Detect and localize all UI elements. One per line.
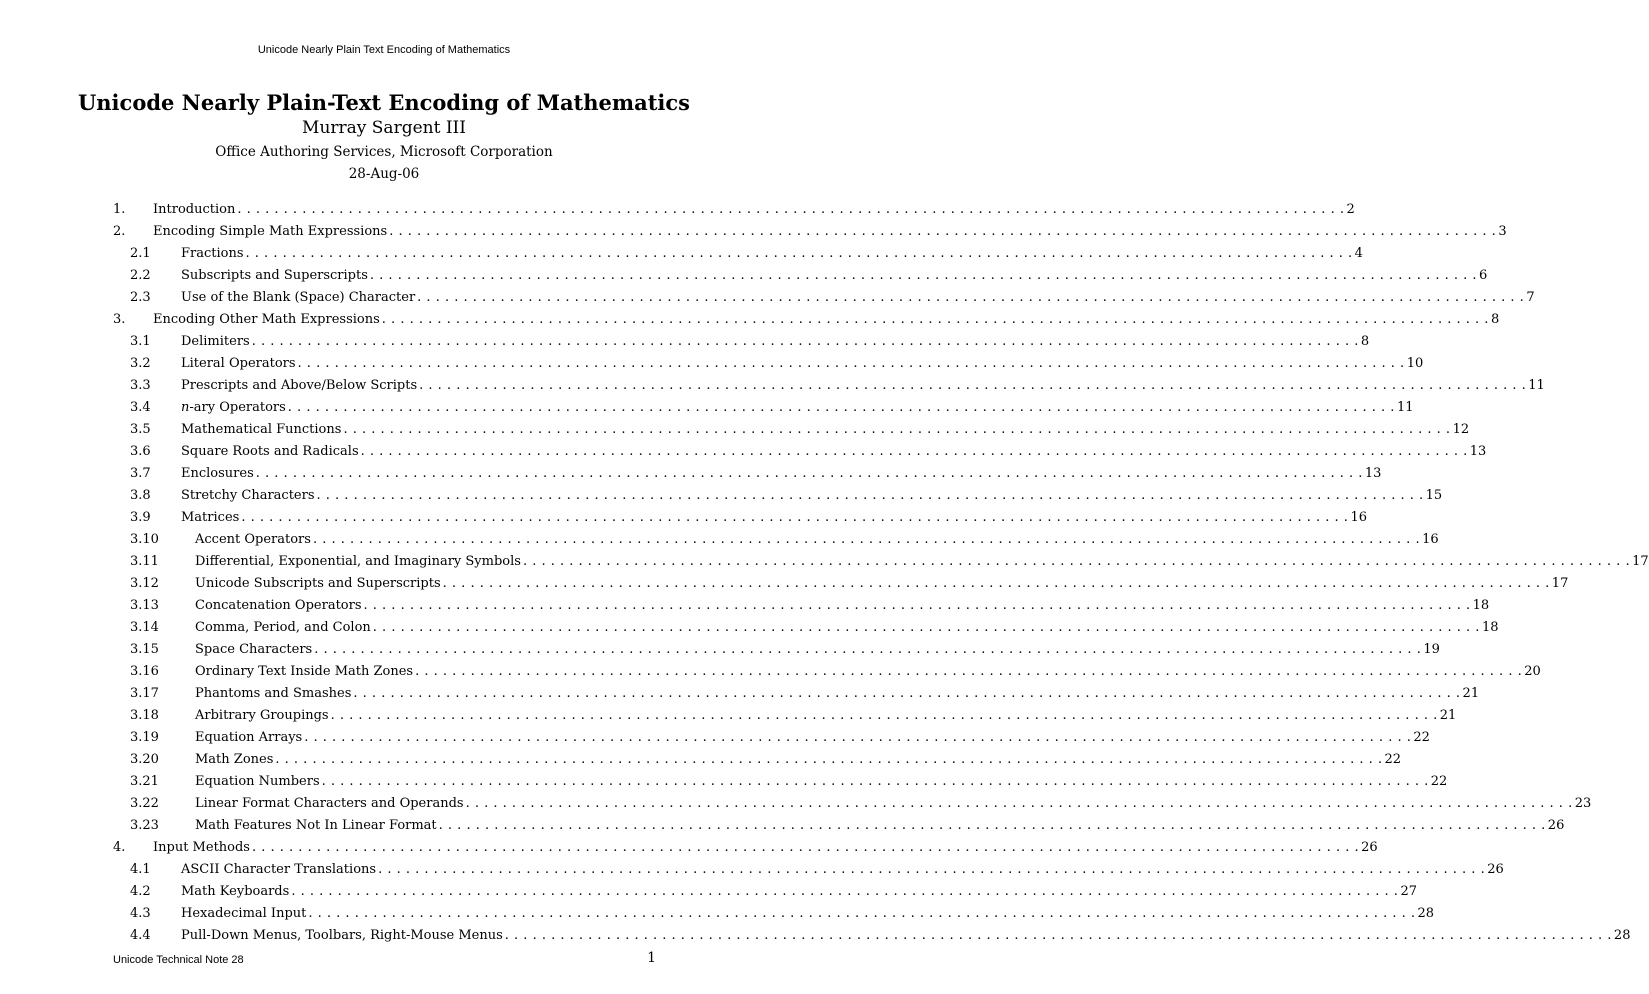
- toc-entry[interactable]: [0, 773, 1448, 795]
- toc-entry-label: Use of the Blank (Space) Character: [181, 290, 416, 305]
- toc-entry[interactable]: [0, 245, 1363, 267]
- toc-entry-page: 28: [1613, 928, 1631, 943]
- toc-dot-leader: . . . . . . . . . . . . . . . . . . . . . . . . . . . . . . . . . . . . . . . . . . . . . . . . . . . . . . . . . . . . . . . . . . . . . . . . . . . . . . . . . . . . . . . . . . . . . . . . . . . . . . . . . . . . . . . . . . . . . . . .: [372, 620, 1480, 635]
- toc-entry-number: 1.: [113, 202, 126, 217]
- toc-entry[interactable]: [0, 729, 1430, 751]
- toc-dot-leader: . . . . . . . . . . . . . . . . . . . . . . . . . . . . . . . . . . . . . . . . . . . . . . . . . . . . . . . . . . . . . . . . . . . . . . . . . . . . . . . . . . . . . . . . . . . . . . . . . . . . . . . . . . . . . . . . . . . . . . . .: [381, 312, 1489, 327]
- toc-entry-number: 3.14: [130, 620, 159, 635]
- toc-entry[interactable]: [0, 201, 1355, 223]
- toc-entry-number: 3.22: [130, 796, 159, 811]
- toc-entry[interactable]: [0, 531, 1439, 553]
- toc-entry[interactable]: [0, 575, 1569, 597]
- toc-entry-number: 3.13: [130, 598, 159, 613]
- toc-dot-leader: . . . . . . . . . . . . . . . . . . . . . . . . . . . . . . . . . . . . . . . . . . . . . . . . . . . . . . . . . . . . . . . . . . . . . . . . . . . . . . . . . . . . . . . . . . . . . . . . . . . . . . . . . . . . . . . . . . . . . . . .: [314, 642, 1422, 657]
- toc-entry-label: Square Roots and Radicals: [181, 444, 359, 459]
- toc-entry-number: 2.2: [130, 268, 151, 283]
- toc-entry-label: Concatenation Operators: [195, 598, 362, 613]
- toc-entry-number: 3.16: [130, 664, 159, 679]
- toc-entry-page: 23: [1574, 796, 1592, 811]
- toc-entry-number: 2.3: [130, 290, 151, 305]
- toc-entry-label: Introduction: [153, 202, 236, 217]
- toc-entry-page: 22: [1384, 752, 1402, 767]
- toc-entry-number: 3.17: [130, 686, 159, 701]
- toc-entry[interactable]: [0, 795, 1592, 817]
- toc-entry-label: Math Features Not In Linear Format: [195, 818, 437, 833]
- toc-entry-label: Phantoms and Smashes: [195, 686, 352, 701]
- toc-entry-number: 3.: [113, 312, 126, 327]
- toc-dot-leader: . . . . . . . . . . . . . . . . . . . . . . . . . . . . . . . . . . . . . . . . . . . . . . . . . . . . . . . . . . . . . . . . . . . . . . . . . . . . . . . . . . . . . . . . . . . . . . . . . . . . . . . . . . . . . . . . . . . . . . . .: [438, 818, 1546, 833]
- toc-entry[interactable]: [0, 685, 1480, 707]
- toc-entry-page: 18: [1481, 620, 1499, 635]
- toc-entry-label: Subscripts and Superscripts: [181, 268, 368, 283]
- toc-entry-number: 3.6: [130, 444, 151, 459]
- document-title: Unicode Nearly Plain-Text Encoding of Mathematics: [77, 90, 691, 115]
- toc-entry-label-italic: n: [181, 400, 190, 415]
- footer-note: Unicode Technical Note 28: [113, 954, 244, 966]
- toc-dot-leader: . . . . . . . . . . . . . . . . . . . . . . . . . . . . . . . . . . . . . . . . . . . . . . . . . . . . . . . . . . . . . . . . . . . . . . . . . . . . . . . . . . . . . . . . . . . . . . . . . . . . . . . . . . . . . . . . . . . . . . . .: [237, 202, 1345, 217]
- toc-entry-page: 27: [1400, 884, 1417, 899]
- toc-entry-page: 11: [1396, 400, 1414, 415]
- toc-entry[interactable]: [0, 443, 1487, 465]
- document-date: 28-Aug-06: [348, 166, 420, 182]
- toc-dot-leader: . . . . . . . . . . . . . . . . . . . . . . . . . . . . . . . . . . . . . . . . . . . . . . . . . . . . . . . . . . . . . . . . . . . . . . . . . . . . . . . . . . . . . . . . . . . . . . . . . . . . . . . . . . . . . . . . . . . . . . . .: [297, 356, 1405, 371]
- toc-dot-leader: . . . . . . . . . . . . . . . . . . . . . . . . . . . . . . . . . . . . . . . . . . . . . . . . . . . . . . . . . . . . . . . . . . . . . . . . . . . . . . . . . . . . . . . . . . . . . . . . . . . . . . . . . . . . . . . . . . . . . . . .: [275, 752, 1383, 767]
- toc-entry-label: Arbitrary Groupings: [195, 708, 329, 723]
- toc-dot-leader: . . . . . . . . . . . . . . . . . . . . . . . . . . . . . . . . . . . . . . . . . . . . . . . . . . . . . . . . . . . . . . . . . . . . . . . . . . . . . . . . . . . . . . . . . . . . . . . . . . . . . . . . . . . . . . . . . . . . . . . .: [308, 906, 1416, 921]
- toc-entry-label: Stretchy Characters: [181, 488, 315, 503]
- toc-entry-page: 18: [1472, 598, 1490, 613]
- toc-entry[interactable]: [0, 223, 1507, 245]
- toc-entry-label: Mathematical Functions: [181, 422, 342, 437]
- toc-entry-label: Prescripts and Above/Below Scripts: [181, 378, 418, 393]
- toc-entry-label: Comma, Period, and Colon: [195, 620, 371, 635]
- toc-entry-page: 19: [1423, 642, 1440, 657]
- toc-entry-page: 13: [1469, 444, 1487, 459]
- toc-entry-page: 10: [1406, 356, 1424, 371]
- toc-entry[interactable]: [0, 311, 1500, 333]
- toc-entry[interactable]: [0, 487, 1443, 509]
- toc-entry[interactable]: [0, 267, 1488, 289]
- toc-dot-leader: . . . . . . . . . . . . . . . . . . . . . . . . . . . . . . . . . . . . . . . . . . . . . . . . . . . . . . . . . . . . . . . . . . . . . . . . . . . . . . . . . . . . . . . . . . . . . . . . . . . . . . . . . . . . . . . . . . . . . . . .: [353, 686, 1461, 701]
- toc-entry-page: 15: [1425, 488, 1443, 503]
- document-affiliation: Office Authoring Services, Microsoft Corporation: [215, 144, 553, 160]
- toc-entry[interactable]: [0, 597, 1490, 619]
- toc-entry-label: Differential, Exponential, and Imaginary Symbols: [195, 554, 521, 569]
- toc-entry-page: 7: [1526, 290, 1535, 305]
- toc-entry-label: Enclosures: [181, 466, 254, 481]
- toc-entry-page: 22: [1413, 730, 1430, 745]
- toc-entry-label: Accent Operators: [195, 532, 311, 547]
- toc-entry[interactable]: [0, 619, 1499, 641]
- toc-entry[interactable]: [0, 377, 1545, 399]
- toc-entry-page: 26: [1487, 862, 1504, 877]
- toc-entry-label: Encoding Simple Math Expressions: [153, 224, 388, 239]
- toc-entry-label: Math Keyboards: [181, 884, 290, 899]
- toc-dot-leader: . . . . . . . . . . . . . . . . . . . . . . . . . . . . . . . . . . . . . . . . . . . . . . . . . . . . . . . . . . . . . . . . . . . . . . . . . . . . . . . . . . . . . . . . . . . . . . . . . . . . . . . . . . . . . . . . . . . . . . . .: [504, 928, 1612, 943]
- toc-entry-number: 3.19: [130, 730, 159, 745]
- toc-entry-page: 21: [1462, 686, 1480, 701]
- toc-entry[interactable]: [0, 927, 1631, 949]
- toc-entry[interactable]: [0, 509, 1367, 531]
- toc-entry-page: 6: [1479, 268, 1488, 283]
- toc-dot-leader: . . . . . . . . . . . . . . . . . . . . . . . . . . . . . . . . . . . . . . . . . . . . . . . . . . . . . . . . . . . . . . . . . . . . . . . . . . . . . . . . . . . . . . . . . . . . . . . . . . . . . . . . . . . . . . . . . . . . . . . .: [241, 510, 1349, 525]
- toc-entry-label-rest: -ary Operators: [189, 400, 286, 415]
- toc-entry-label: Pull-Down Menus, Toolbars, Right-Mouse Menus: [181, 928, 503, 943]
- toc-entry-number: 3.7: [130, 466, 151, 481]
- toc-entry-label: Hexadecimal Input: [181, 906, 307, 921]
- toc-entry-number: 2.: [113, 224, 126, 239]
- toc-dot-leader: . . . . . . . . . . . . . . . . . . . . . . . . . . . . . . . . . . . . . . . . . . . . . . . . . . . . . . . . . . . . . . . . . . . . . . . . . . . . . . . . . . . . . . . . . . . . . . . . . . . . . . . . . . . . . . . . . . . . . . . .: [287, 400, 1395, 415]
- toc-dot-leader: . . . . . . . . . . . . . . . . . . . . . . . . . . . . . . . . . . . . . . . . . . . . . . . . . . . . . . . . . . . . . . . . . . . . . . . . . . . . . . . . . . . . . . . . . . . . . . . . . . . . . . . . . . . . . . . . . . . . . . . .: [291, 884, 1399, 899]
- toc-entry-number: 3.11: [130, 554, 159, 569]
- toc-dot-leader: . . . . . . . . . . . . . . . . . . . . . . . . . . . . . . . . . . . . . . . . . . . . . . . . . . . . . . . . . . . . . . . . . . . . . . . . . . . . . . . . . . . . . . . . . . . . . . . . . . . . . . . . . . . . . . . . . . . . . . . .: [251, 840, 1360, 855]
- toc-dot-leader: . . . . . . . . . . . . . . . . . . . . . . . . . . . . . . . . . . . . . . . . . . . . . . . . . . . . . . . . . . . . . . . . . . . . . . . . . . . . . . . . . . . . . . . . . . . . . . . . . . . . . . . . . . . . . . . . . . . . . . . .: [415, 664, 1523, 679]
- toc-dot-leader: . . . . . . . . . . . . . . . . . . . . . . . . . . . . . . . . . . . . . . . . . . . . . . . . . . . . . . . . . . . . . . . . . . . . . . . . . . . . . . . . . . . . . . . . . . . . . . . . . . . . . . . . . . . . . . . . . . . . . . . .: [360, 444, 1468, 459]
- document-author: Murray Sargent III: [302, 118, 466, 138]
- toc-entry[interactable]: [0, 399, 1414, 421]
- toc-entry-label: Literal Operators: [181, 356, 296, 371]
- toc-entry[interactable]: [0, 333, 1370, 355]
- toc-entry-label: Equation Numbers: [195, 774, 320, 789]
- toc-dot-leader: . . . . . . . . . . . . . . . . . . . . . . . . . . . . . . . . . . . . . . . . . . . . . . . . . . . . . . . . . . . . . . . . . . . . . . . . . . . . . . . . . . . . . . . . . . . . . . . . . . . . . . . . . . . . . . . . . . . . . . . .: [304, 730, 1412, 745]
- toc-entry-page: 11: [1528, 378, 1545, 393]
- toc-entry-number: 3.2: [130, 356, 151, 371]
- toc-entry-number: 3.1: [130, 334, 151, 349]
- toc-entry-page: 22: [1430, 774, 1448, 789]
- toc-entry-page: 28: [1417, 906, 1435, 921]
- toc-entry[interactable]: [0, 641, 1440, 663]
- toc-entry[interactable]: [0, 421, 1470, 443]
- toc-entry-number: 3.21: [130, 774, 159, 789]
- toc-entry-page: 21: [1439, 708, 1457, 723]
- toc-entry-label: Equation Arrays: [195, 730, 303, 745]
- toc-entry-number: 4.: [113, 840, 126, 855]
- toc-entry-number: 3.10: [130, 532, 159, 547]
- toc-dot-leader: . . . . . . . . . . . . . . . . . . . . . . . . . . . . . . . . . . . . . . . . . . . . . . . . . . . . . . . . . . . . . . . . . . . . . . . . . . . . . . . . . . . . . . . . . . . . . . . . . . . . . . . . . . . . . . . . . . . . . . . .: [419, 378, 1527, 393]
- page-number: 1: [647, 950, 656, 966]
- toc-entry-number: 3.4: [130, 400, 151, 415]
- toc-dot-leader: . . . . . . . . . . . . . . . . . . . . . . . . . . . . . . . . . . . . . . . . . . . . . . . . . . . . . . . . . . . . . . . . . . . . . . . . . . . . . . . . . . . . . . . . . . . . . . . . . . . . . . . . . . . . . . . . . . . . . . . .: [369, 268, 1478, 283]
- toc-entry-number: 3.9: [130, 510, 151, 525]
- toc-entry-label: Linear Format Characters and Operands: [195, 796, 464, 811]
- toc-dot-leader: . . . . . . . . . . . . . . . . . . . . . . . . . . . . . . . . . . . . . . . . . . . . . . . . . . . . . . . . . . . . . . . . . . . . . . . . . . . . . . . . . . . . . . . . . . . . . . . . . . . . . . . . . . . . . . . . . . . . . . . .: [363, 598, 1471, 613]
- toc-entry-page: 26: [1361, 840, 1378, 855]
- toc-entry-label: Space Characters: [195, 642, 313, 657]
- toc-entry-page: 20: [1524, 664, 1541, 679]
- toc-dot-leader: . . . . . . . . . . . . . . . . . . . . . . . . . . . . . . . . . . . . . . . . . . . . . . . . . . . . . . . . . . . . . . . . . . . . . . . . . . . . . . . . . . . . . . . . . . . . . . . . . . . . . . . . . . . . . . . . . . . . . . . .: [465, 796, 1573, 811]
- toc-dot-leader: . . . . . . . . . . . . . . . . . . . . . . . . . . . . . . . . . . . . . . . . . . . . . . . . . . . . . . . . . . . . . . . . . . . . . . . . . . . . . . . . . . . . . . . . . . . . . . . . . . . . . . . . . . . . . . . . . . . . . . . .: [321, 774, 1429, 789]
- toc-entry-number: 3.3: [130, 378, 151, 393]
- toc-dot-leader: . . . . . . . . . . . . . . . . . . . . . . . . . . . . . . . . . . . . . . . . . . . . . . . . . . . . . . . . . . . . . . . . . . . . . . . . . . . . . . . . . . . . . . . . . . . . . . . . . . . . . . . . . . . . . . . . . . . . . . . .: [343, 422, 1451, 437]
- toc-entry-page: 8: [1360, 334, 1370, 349]
- toc-entry-page: 2: [1346, 202, 1355, 217]
- toc-entry[interactable]: [0, 817, 1565, 839]
- toc-entry-number: 4.2: [130, 884, 151, 899]
- toc-dot-leader: . . . . . . . . . . . . . . . . . . . . . . . . . . . . . . . . . . . . . . . . . . . . . . . . . . . . . . . . . . . . . . . . . . . . . . . . . . . . . . . . . . . . . . . . . . . . . . . . . . . . . . . . . . . . . . . . . . . . . . . .: [389, 224, 1497, 239]
- toc-entry-page: 13: [1364, 466, 1382, 481]
- toc-entry[interactable]: [0, 465, 1382, 487]
- toc-entry[interactable]: [0, 289, 1535, 311]
- toc-entry[interactable]: [0, 355, 1424, 377]
- toc-entry-page: 16: [1350, 510, 1367, 525]
- toc-entry-number: 3.8: [130, 488, 151, 503]
- toc-entry-label: Input Methods: [153, 840, 250, 855]
- toc-entry-page: 26: [1547, 818, 1565, 833]
- toc-entry-page: 16: [1422, 532, 1439, 547]
- toc-entry-number: 4.3: [130, 906, 151, 921]
- toc-entry-number: 3.20: [130, 752, 159, 767]
- toc-dot-leader: . . . . . . . . . . . . . . . . . . . . . . . . . . . . . . . . . . . . . . . . . . . . . . . . . . . . . . . . . . . . . . . . . . . . . . . . . . . . . . . . . . . . . . . . . . . . . . . . . . . . . . . . . . . . . . . . . . . . . . . .: [522, 554, 1631, 569]
- toc-entry-label: Fractions: [181, 246, 244, 261]
- toc-entry-number: 3.23: [130, 818, 159, 833]
- toc-entry-page: 8: [1490, 312, 1500, 327]
- toc-entry-page: 17: [1551, 576, 1569, 591]
- toc-entry-label: ASCII Character Translations: [181, 862, 377, 877]
- toc-entry-label: Math Zones: [195, 752, 274, 767]
- toc-dot-leader: . . . . . . . . . . . . . . . . . . . . . . . . . . . . . . . . . . . . . . . . . . . . . . . . . . . . . . . . . . . . . . . . . . . . . . . . . . . . . . . . . . . . . . . . . . . . . . . . . . . . . . . . . . . . . . . . . . . . . . . .: [255, 466, 1363, 481]
- toc-entry[interactable]: [0, 839, 1378, 861]
- toc-entry-number: 3.12: [130, 576, 159, 591]
- toc-dot-leader: . . . . . . . . . . . . . . . . . . . . . . . . . . . . . . . . . . . . . . . . . . . . . . . . . . . . . . . . . . . . . . . . . . . . . . . . . . . . . . . . . . . . . . . . . . . . . . . . . . . . . . . . . . . . . . . . . . . . . . . .: [330, 708, 1438, 723]
- toc-entry-label: Matrices: [181, 510, 240, 525]
- toc-entry-page: 3: [1498, 224, 1507, 239]
- toc-dot-leader: . . . . . . . . . . . . . . . . . . . . . . . . . . . . . . . . . . . . . . . . . . . . . . . . . . . . . . . . . . . . . . . . . . . . . . . . . . . . . . . . . . . . . . . . . . . . . . . . . . . . . . . . . . . . . . . . . . . . . . . .: [316, 488, 1424, 503]
- toc-entry-page: 12: [1452, 422, 1470, 437]
- toc-entry-label: Unicode Subscripts and Superscripts: [195, 576, 441, 591]
- toc-entry[interactable]: [0, 663, 1541, 685]
- toc-entry[interactable]: [0, 883, 1417, 905]
- toc-entry-number: 3.18: [130, 708, 159, 723]
- toc-dot-leader: . . . . . . . . . . . . . . . . . . . . . . . . . . . . . . . . . . . . . . . . . . . . . . . . . . . . . . . . . . . . . . . . . . . . . . . . . . . . . . . . . . . . . . . . . . . . . . . . . . . . . . . . . . . . . . . . . . . . . . . .: [378, 862, 1486, 877]
- toc-entry[interactable]: [0, 707, 1457, 729]
- toc-entry-page: 4: [1354, 246, 1363, 261]
- toc-entry-label: Encoding Other Math Expressions: [153, 312, 380, 327]
- toc-entry-label: [181, 399, 286, 416]
- toc-entry-number: 3.15: [130, 642, 159, 657]
- toc-entry-number: 2.1: [130, 246, 151, 261]
- toc-entry-number: 3.5: [130, 422, 151, 437]
- toc-entry[interactable]: [0, 905, 1435, 927]
- running-header: Unicode Nearly Plain Text Encoding of Mathematics: [257, 44, 511, 56]
- toc-entry[interactable]: [0, 751, 1402, 773]
- toc-dot-leader: . . . . . . . . . . . . . . . . . . . . . . . . . . . . . . . . . . . . . . . . . . . . . . . . . . . . . . . . . . . . . . . . . . . . . . . . . . . . . . . . . . . . . . . . . . . . . . . . . . . . . . . . . . . . . . . . . . . . . . . .: [251, 334, 1359, 349]
- toc-dot-leader: . . . . . . . . . . . . . . . . . . . . . . . . . . . . . . . . . . . . . . . . . . . . . . . . . . . . . . . . . . . . . . . . . . . . . . . . . . . . . . . . . . . . . . . . . . . . . . . . . . . . . . . . . . . . . . . . . . . . . . . .: [312, 532, 1421, 547]
- toc-entry-number: 4.1: [130, 862, 151, 877]
- toc-dot-leader: . . . . . . . . . . . . . . . . . . . . . . . . . . . . . . . . . . . . . . . . . . . . . . . . . . . . . . . . . . . . . . . . . . . . . . . . . . . . . . . . . . . . . . . . . . . . . . . . . . . . . . . . . . . . . . . . . . . . . . . .: [245, 246, 1353, 261]
- toc-entry-number: 4.4: [130, 928, 151, 943]
- toc-entry-label: Ordinary Text Inside Math Zones: [195, 664, 414, 679]
- toc-entry-label: Delimiters: [181, 334, 250, 349]
- toc-entry[interactable]: [0, 861, 1504, 883]
- toc-entry[interactable]: [0, 553, 1649, 575]
- toc-dot-leader: . . . . . . . . . . . . . . . . . . . . . . . . . . . . . . . . . . . . . . . . . . . . . . . . . . . . . . . . . . . . . . . . . . . . . . . . . . . . . . . . . . . . . . . . . . . . . . . . . . . . . . . . . . . . . . . . . . . . . . . .: [442, 576, 1550, 591]
- toc-dot-leader: . . . . . . . . . . . . . . . . . . . . . . . . . . . . . . . . . . . . . . . . . . . . . . . . . . . . . . . . . . . . . . . . . . . . . . . . . . . . . . . . . . . . . . . . . . . . . . . . . . . . . . . . . . . . . . . . . . . . . . . .: [417, 290, 1525, 305]
- toc-entry-page: 17: [1632, 554, 1649, 569]
